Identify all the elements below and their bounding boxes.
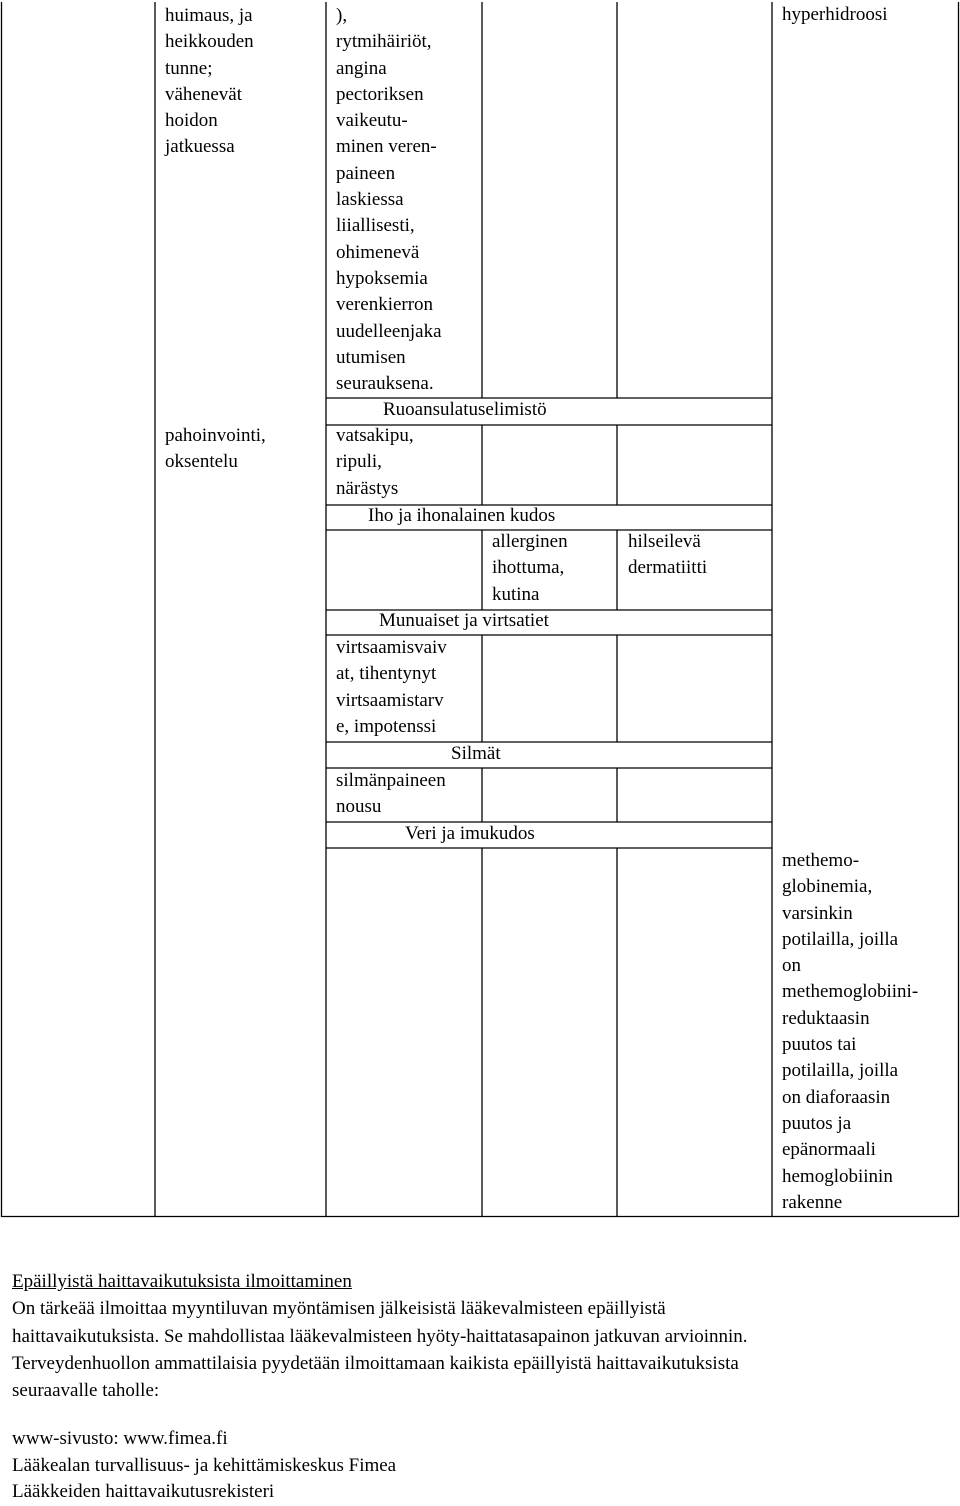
organization-name: Lääkealan turvallisuus- ja kehittämiskeskus Fimea [12,1454,397,1476]
cell-blood-col6: methemo- globinemia, varsinkin potilailla, joilla on methemoglobiini- reduktaasin puutos tai potilailla, joilla on diaforaasin puutos ja epänormaali hemoglobiinin rakenne [782,850,919,1213]
notice-heading: Epäillyistä haittavaikutuksista ilmoittaminen [12,1271,352,1292]
adverse-reporting-notice [12,1268,952,1404]
contact-block [12,1426,396,1506]
section-heading-blood: Veri ja imukudos [405,823,535,844]
cell-eyes-col2: silmänpaineen nousu [336,770,446,818]
section-heading-skin: Iho ja ihonalainen kudos [368,505,556,526]
cell-row1-col2: ), rytmihäiriöt, angina pectoriksen vaikeutu- minen veren- paineen laskiessa liiallisesti, ohimenevä hypoksemia verenkierron uudelleenjaka utumisen seurauksena. [336,5,442,395]
cell-gastro-col1: pahoinvointi, oksentelu [165,425,266,473]
notice-line: seuraavalle taholle: [12,1380,160,1402]
cell-skin-col5: hilseilevä dermatiitti [628,531,708,579]
cell-row1-col6: hyperhidroosi [782,4,888,25]
notice-line: haittavaikutuksista. Se mahdollistaa lääkevalmisteen hyöty-haittatasapainon jatkuvan arvioinnin. [12,1325,748,1347]
section-heading-kidney: Munuaiset ja virtsatiet [379,610,549,631]
notice-line: On tärkeää ilmoittaa myyntiluvan myöntämisen jälkeisistä lääkevalmisteen epäillyistä [12,1298,666,1320]
website-text: www-sivusto: www.fimea.fi [12,1428,228,1449]
cell-skin-col3: allerginen ihottuma, kutina [492,531,568,605]
notice-line: Terveydenhuollon ammattilaisia pyydetään ilmoittamaan kaikista epäillyistä haittavaikutuksista [12,1352,739,1374]
registry-name: Lääkkeiden haittavaikutusrekisteri [12,1481,275,1502]
section-heading-gastro: Ruoansulatuselimistö [383,399,547,420]
cell-row1-col1: huimaus, ja heikkouden tunne; vähenevät hoidon jatkuessa [165,5,254,158]
cell-gastro-col2: vatsakipu, ripuli, närästys [336,425,414,499]
section-heading-eyes: Silmät [451,743,501,764]
cell-kidney-col2: virtsaamisvaiv at, tihentynyt virtsaamistarv e, impotenssi [336,637,447,737]
